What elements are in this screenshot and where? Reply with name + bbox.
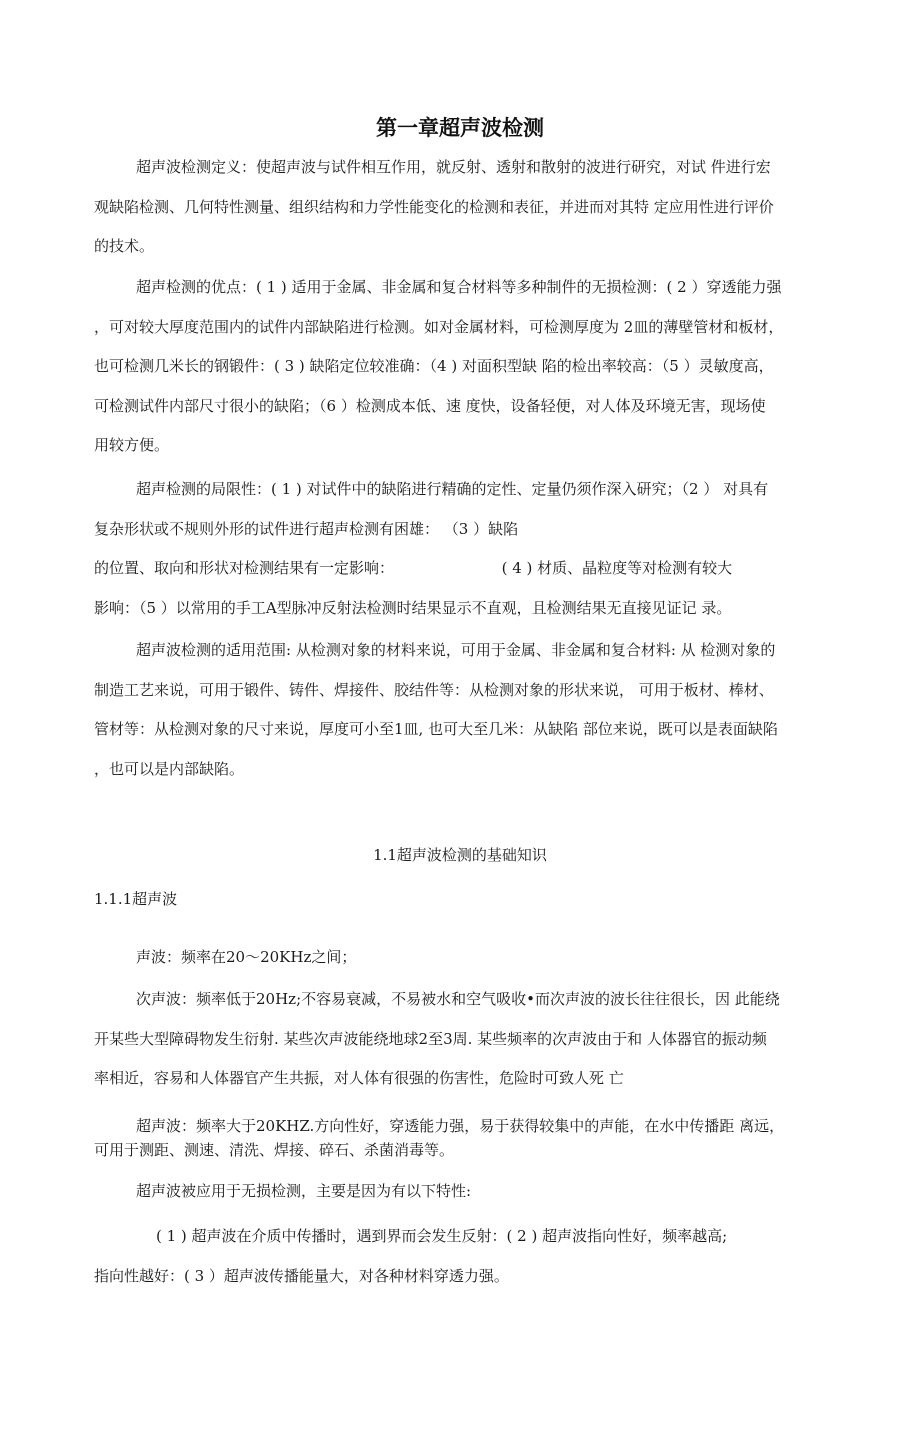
text-line: 超声波检测的适用范围: 从检测对象的材料来说，可用于金属、非金属和复合材料: 从 检测对象的	[136, 641, 776, 659]
features-line: 指向性越好：( 3 ）超声波传播能量大，对各种材料穿透力强。	[94, 1267, 509, 1285]
limitations-paragraph	[94, 470, 820, 628]
text-line: 超声波检测定义：使超声波与试件相互作用，就反射、透射和散射的波进行研究，对试 件进行宏	[136, 158, 771, 176]
text-line: 管材等：从检测对象的尺寸来说，厚度可小至1皿, 也可大至几米：从缺陷 部位来说，既可以是表面缺陷	[94, 720, 778, 738]
text-segment: 的位置、取向和形状对检测结果有一定影响：	[94, 559, 395, 577]
section-heading: 1.1超声波检测的基础知识	[373, 846, 547, 864]
text-line: 可检测试件内部尺寸很小的缺陷；（6 ）检测成本低、速 度快，设备轻便，对人体及环境无害，现场使	[94, 396, 766, 415]
text-line: ，可对较大厚度范围内的试件内部缺陷进行检测。如对金属材料，可检测厚度为 2皿的薄壁管材和板材，	[94, 317, 784, 336]
sound-definition: 声波：频率在20〜20KHz之间；	[136, 948, 357, 966]
text-segment: ( 4 ) 材质、晶粒度等对检测有较大	[501, 559, 733, 577]
features-line: ( 1 ) 超声波在介质中传播时，遇到界而会发生反射：( 2 ) 超声波指向性好，频率越高;	[156, 1227, 728, 1245]
text-line: 超声检测的局限性：( 1 ) 对试件中的缺陷进行精确的定性、定量仍须作深入研究；（2 ） 对具有	[136, 480, 769, 498]
infrasound-paragraph	[94, 980, 820, 1099]
text-line: 的技术。	[94, 237, 155, 255]
text-segment: （3 ）缺陷	[443, 519, 519, 538]
text-line: 观缺陷检测、几何特性测量、组织结构和力学性能变化的检测和表征，并进而对其特 定应用性进行评价	[94, 197, 774, 216]
text-line	[94, 549, 820, 589]
ultrasound-paragraph	[94, 1114, 820, 1162]
definition-paragraph	[94, 148, 820, 267]
chapter-title: 第一章超声波检测	[376, 116, 544, 140]
text-segment: 复杂形状或不规则外形的试件进行超声检测有困雄：	[94, 519, 440, 538]
text-line: 开某些大型障碍物发生衍射. 某些次声波能绕地球2至3周. 某些频率的次声波由于和 人体器官的振动频	[94, 1029, 767, 1048]
text-line: 超声波：频率大于20KHZ.方向性好，穿透能力强，易于获得较集中的声能，在水中传播距 离远，	[136, 1117, 785, 1135]
subsection-heading: 1.1.1超声波	[94, 890, 178, 908]
text-line: 次声波：频率低于20Hz;不容易衰减，不易被水和空气吸收•而次声波的波长往往很长，因 此能绕	[136, 990, 780, 1008]
text-line: 可用于测距、测速、清洗、焊接、碎石、杀菌消毒等。	[94, 1141, 455, 1159]
text-line: 也可检测几米长的钢锻件：( 3 ) 缺陷定位较准确：（4 ) 对面积型缺 陷的检出率较高：（5 ）灵敏度高，	[94, 357, 774, 375]
text-line: 率相近，容易和人体器官产生共振，对人体有很强的伤害性，危险时可致人死 亡	[94, 1069, 624, 1087]
features-intro: 超声波被应用于无损检测，主要是因为有以下特性:	[136, 1182, 472, 1200]
text-line	[94, 510, 820, 550]
text-line: 用较方便。	[94, 436, 170, 454]
advantages-paragraph	[94, 268, 820, 466]
text-line: ，也可以是内部缺陷。	[94, 759, 245, 778]
text-line: 制造工艺来说，可用于锻件、铸件、焊接件、胶结件等：从检测对象的形状来说， 可用于板材、棒材、	[94, 680, 774, 699]
text-line: 超声检测的优点：( 1 ) 适用于金属、非金属和复合材料等多种制件的无损检测：( 2 ）穿透能力强	[136, 278, 782, 296]
scope-paragraph	[94, 631, 820, 789]
text-line: 影响：（5 ）以常用的手工A型脉冲反射法检测时结果显示不直观，且检测结果无直接见证记 录。	[94, 598, 732, 617]
